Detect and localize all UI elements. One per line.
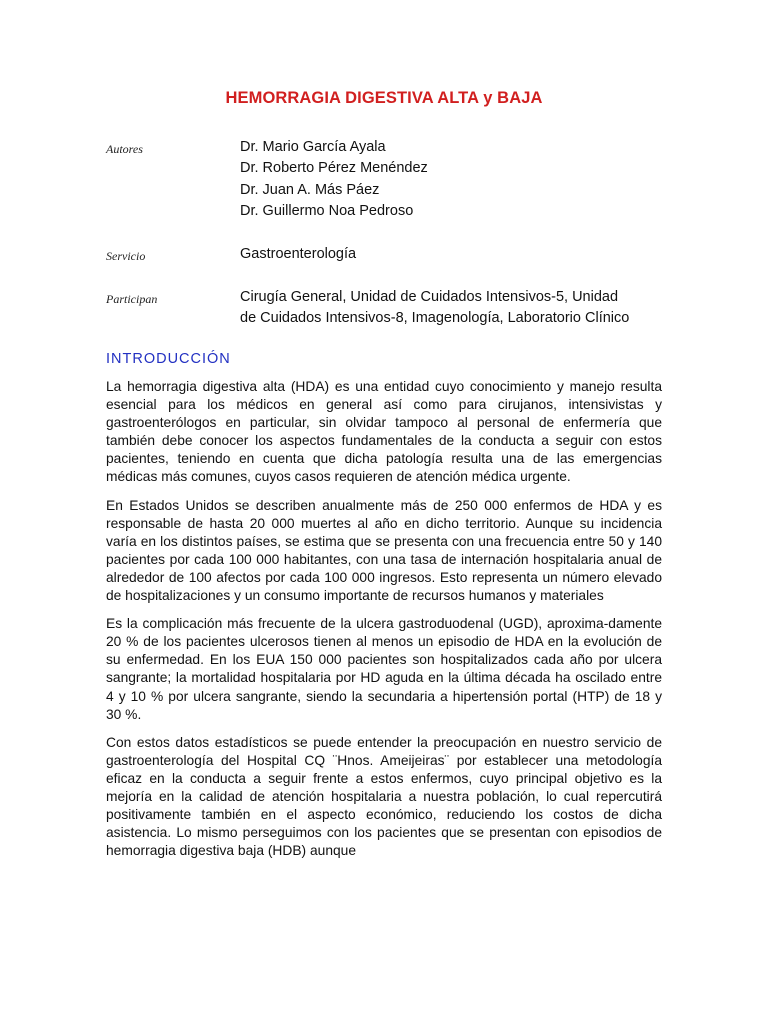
participants-value	[240, 287, 629, 330]
body-paragraph: Con estos datos estadísticos se puede entender la preocupación en nuestro servicio de gastroenterología del Hospital CQ ¨Hnos. Ameijeiras¨ por establecer una metodología eficaz en la conducta a seguir frente a estos enfermos, cuyo principal objetivo es la mejoría en la calidad de atención hospitalaria a nuestra población, lo cual repercutirá positivamente también en el aspecto económico, reduciendo los costos de dicha asistencia. Lo mismo perseguimos con los pacientes que se presentan con episodios de hemorragia digestiva baja (HDB) aunque	[106, 734, 662, 859]
participants-label: Participan	[106, 292, 158, 306]
author-name: Dr. Juan A. Más Páez	[240, 181, 380, 198]
body-paragraph: Es la complicación más frecuente de la ulcera gastroduodenal (UGD), aproxima-damente 20 % de los pacientes ulcerosos tienen al menos un episodio de HDA en la evolución de su enfermedad. En los EUA 150 000 pacientes son hospitalizados cada año por ulcera sangrante; la mortalidad hospitalaria por HD aguda en la última década ha oscilado entre 4 y 10 % por ulcera sangrante, siendo la secundaria a hipertensión portal (HTP) de 18 y 30 %.	[106, 616, 662, 722]
service-name: Gastroenterología	[240, 246, 357, 262]
service-value	[240, 244, 356, 265]
body-paragraph: En Estados Unidos se describen anualmente más de 250 000 enfermos de HDA y es responsable de hasta 20 000 muertes al año en dicho territorio. Aunque su incidencia varía en los distintos países, se estima que se presenta con una frecuencia entre 50 y 140 pacientes por cada 100 000 habitantes, con una tasa de internación hospitalaria anual de alrededor de 100 afectos por cada 100 000 ingresos. Esto representa un número elevado de hospitalizaciones y un consumo importante de recursos humanos y materiales	[106, 497, 662, 604]
authors-label: Autores	[106, 142, 143, 156]
participants-line: Cirugía General, Unidad de Cuidados Intensivos-5, Unidad	[240, 289, 619, 305]
body-paragraph: La hemorragia digestiva alta (HDA) es una entidad cuyo conocimiento y manejo resulta esencial para los médicos en general así como para cirujanos, intensivistas y gastroenterólogos en particular, sin olvidar tampoco al personal de enfermería que también debe conocer los aspectos fundamentales de la conducta a seguir con estos pacientes, teniendo en cuenta que dicha patología resulta una de las emergencias médicas más comunes, cuyos casos requieren de atención médica urgente.	[106, 379, 662, 485]
document-title: HEMORRAGIA DIGESTIVA ALTA y BAJA	[225, 89, 543, 107]
author-name: Dr. Guillermo Noa Pedroso	[240, 202, 414, 219]
authors-list	[240, 137, 428, 222]
author-name: Dr. Roberto Pérez Menéndez	[240, 160, 428, 177]
participants-line: de Cuidados Intensivos-8, Imagenología, Laboratorio Clínico	[240, 310, 630, 327]
service-label: Servicio	[106, 249, 146, 263]
section-heading-introduccion: INTRODUCCIÓN	[106, 351, 231, 367]
author-name: Dr. Mario García Ayala	[240, 139, 386, 155]
document-body	[106, 378, 662, 870]
